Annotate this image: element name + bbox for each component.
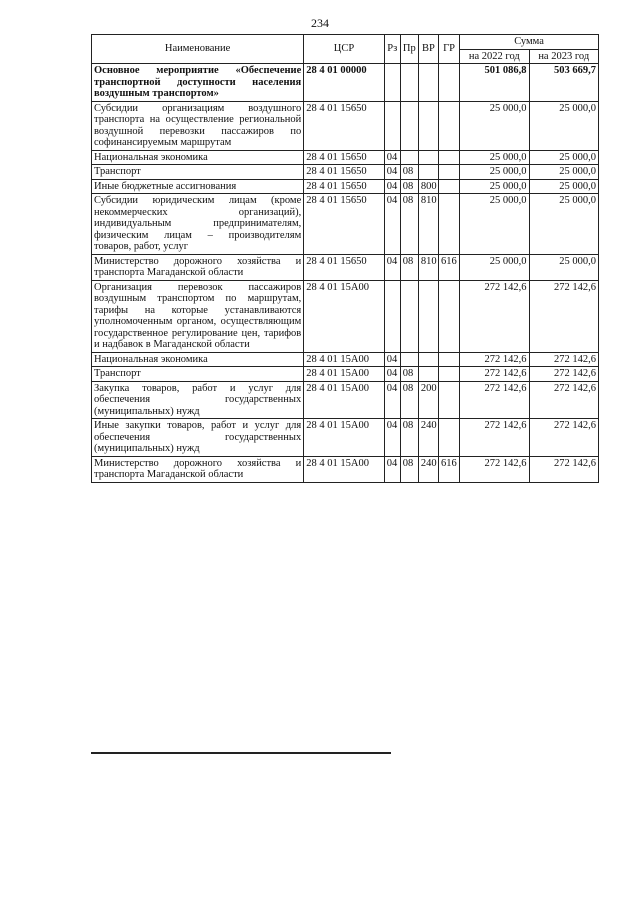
- row-csr: 28 4 01 15650: [304, 165, 384, 180]
- row-sum-2023: 272 142,6: [529, 456, 598, 482]
- row-vr: 810: [418, 194, 438, 255]
- row-csr: 28 4 01 15А00: [304, 280, 384, 352]
- row-sum-2023: 272 142,6: [529, 280, 598, 352]
- row-csr: 28 4 01 15А00: [304, 419, 384, 457]
- row-name: Иные бюджетные ассигнования: [92, 179, 304, 194]
- table-row: [92, 165, 599, 180]
- footnote-separator: [91, 752, 391, 754]
- row-csr: 28 4 01 15А00: [304, 456, 384, 482]
- header-gr: ГР: [439, 35, 460, 64]
- row-gr: 616: [439, 254, 460, 280]
- row-gr: [439, 367, 460, 382]
- row-vr: [418, 64, 438, 102]
- row-gr: [439, 165, 460, 180]
- row-vr: 240: [418, 419, 438, 457]
- row-rz: [384, 64, 400, 102]
- row-pr: [400, 280, 418, 352]
- row-pr: 08: [400, 456, 418, 482]
- row-rz: 04: [384, 352, 400, 367]
- row-name: Организация перевозок пассажиров воздушным транспортом по маршрутам, тарифы на которые устанавливаются уполномоченным органом, осуществляющим государственное регулирование цен, тарифов и надбавок в Магаданской области: [92, 280, 304, 352]
- row-csr: 28 4 01 15А00: [304, 381, 384, 419]
- row-rz: 04: [384, 254, 400, 280]
- row-sum-2023: 272 142,6: [529, 367, 598, 382]
- row-sum-2022: 25 000,0: [460, 194, 529, 255]
- row-sum-2023: 272 142,6: [529, 352, 598, 367]
- row-sum-2022: 25 000,0: [460, 179, 529, 194]
- row-name: Субсидии юридическим лицам (кроме некоммерческих организаций), индивидуальным предпринимателям, физическим лицам – производителям товаров, работ, услуг: [92, 194, 304, 255]
- row-csr: 28 4 01 15650: [304, 101, 384, 150]
- row-name: Министерство дорожного хозяйства и транспорта Магаданской области: [92, 456, 304, 482]
- header-name: Наименование: [92, 35, 304, 64]
- row-sum-2022: 272 142,6: [460, 419, 529, 457]
- row-sum-2022: 25 000,0: [460, 101, 529, 150]
- row-pr: [400, 352, 418, 367]
- budget-table: [91, 34, 599, 483]
- row-vr: [418, 101, 438, 150]
- row-sum-2022: 272 142,6: [460, 381, 529, 419]
- table-row: [92, 150, 599, 165]
- row-sum-2023: 25 000,0: [529, 150, 598, 165]
- row-sum-2022: 501 086,8: [460, 64, 529, 102]
- header-row: [92, 35, 599, 50]
- row-sum-2023: 25 000,0: [529, 179, 598, 194]
- row-name: Национальная экономика: [92, 150, 304, 165]
- row-csr: 28 4 01 15650: [304, 179, 384, 194]
- row-sum-2023: 25 000,0: [529, 165, 598, 180]
- row-gr: [439, 381, 460, 419]
- row-vr: [418, 352, 438, 367]
- row-sum-2022: 272 142,6: [460, 456, 529, 482]
- header-year-2022: на 2022 год: [460, 49, 529, 64]
- row-csr: 28 4 01 15650: [304, 254, 384, 280]
- row-pr: 08: [400, 165, 418, 180]
- row-sum-2022: 272 142,6: [460, 352, 529, 367]
- row-rz: 04: [384, 194, 400, 255]
- row-sum-2023: 503 669,7: [529, 64, 598, 102]
- row-vr: 240: [418, 456, 438, 482]
- row-pr: [400, 64, 418, 102]
- table-row: [92, 194, 599, 255]
- table-row: [92, 280, 599, 352]
- row-rz: [384, 280, 400, 352]
- row-name: Национальная экономика: [92, 352, 304, 367]
- row-pr: 08: [400, 254, 418, 280]
- row-pr: 08: [400, 381, 418, 419]
- table-row: [92, 254, 599, 280]
- row-vr: 800: [418, 179, 438, 194]
- row-csr: 28 4 01 15650: [304, 194, 384, 255]
- row-gr: [439, 194, 460, 255]
- row-name: Транспорт: [92, 165, 304, 180]
- row-rz: 04: [384, 367, 400, 382]
- table-row: [92, 179, 599, 194]
- row-csr: 28 4 01 15А00: [304, 352, 384, 367]
- row-sum-2023: 25 000,0: [529, 194, 598, 255]
- header-pr: Пр: [400, 35, 418, 64]
- row-sum-2023: 25 000,0: [529, 254, 598, 280]
- row-name: Закупка товаров, работ и услуг для обеспечения государственных (муниципальных) нужд: [92, 381, 304, 419]
- table-row: [92, 101, 599, 150]
- table-row: [92, 381, 599, 419]
- row-gr: [439, 179, 460, 194]
- row-name: Министерство дорожного хозяйства и транспорта Магаданской области: [92, 254, 304, 280]
- row-name: Иные закупки товаров, работ и услуг для обеспечения государственных (муниципальных) нужд: [92, 419, 304, 457]
- row-rz: 04: [384, 179, 400, 194]
- header-csr: ЦСР: [304, 35, 384, 64]
- row-rz: [384, 101, 400, 150]
- table-row: [92, 456, 599, 482]
- row-sum-2023: 25 000,0: [529, 101, 598, 150]
- row-gr: [439, 64, 460, 102]
- table-body: [92, 64, 599, 483]
- row-rz: 04: [384, 456, 400, 482]
- row-gr: [439, 101, 460, 150]
- row-name: Основное мероприятие «Обеспечение транспортной доступности населения воздушным транспортом»: [92, 64, 304, 102]
- row-sum-2022: 272 142,6: [460, 367, 529, 382]
- header-year-2023: на 2023 год: [529, 49, 598, 64]
- row-sum-2023: 272 142,6: [529, 381, 598, 419]
- table-row: [92, 367, 599, 382]
- row-rz: 04: [384, 381, 400, 419]
- row-rz: 04: [384, 165, 400, 180]
- table-row: [92, 419, 599, 457]
- header-vr: ВР: [418, 35, 438, 64]
- row-pr: 08: [400, 179, 418, 194]
- row-gr: 616: [439, 456, 460, 482]
- row-vr: [418, 165, 438, 180]
- row-gr: [439, 280, 460, 352]
- row-sum-2022: 25 000,0: [460, 150, 529, 165]
- row-vr: [418, 280, 438, 352]
- row-rz: 04: [384, 419, 400, 457]
- row-pr: [400, 150, 418, 165]
- row-gr: [439, 419, 460, 457]
- row-pr: 08: [400, 367, 418, 382]
- row-sum-2022: 25 000,0: [460, 165, 529, 180]
- page-number: 234: [311, 16, 329, 30]
- header-sum: Сумма: [460, 35, 599, 50]
- table-row: [92, 64, 599, 102]
- row-name: Субсидии организациям воздушного транспорта на осуществление региональной воздушной перевозки пассажиров по софинансируемым маршрутам: [92, 101, 304, 150]
- row-vr: 810: [418, 254, 438, 280]
- table-row: [92, 352, 599, 367]
- row-sum-2022: 25 000,0: [460, 254, 529, 280]
- row-csr: 28 4 01 15А00: [304, 367, 384, 382]
- row-name: Транспорт: [92, 367, 304, 382]
- row-csr: 28 4 01 00000: [304, 64, 384, 102]
- row-rz: 04: [384, 150, 400, 165]
- row-sum-2023: 272 142,6: [529, 419, 598, 457]
- row-pr: [400, 101, 418, 150]
- row-gr: [439, 352, 460, 367]
- row-pr: 08: [400, 194, 418, 255]
- row-vr: 200: [418, 381, 438, 419]
- row-sum-2022: 272 142,6: [460, 280, 529, 352]
- row-pr: 08: [400, 419, 418, 457]
- row-csr: 28 4 01 15650: [304, 150, 384, 165]
- row-gr: [439, 150, 460, 165]
- header-rz: Рз: [384, 35, 400, 64]
- row-vr: [418, 150, 438, 165]
- row-vr: [418, 367, 438, 382]
